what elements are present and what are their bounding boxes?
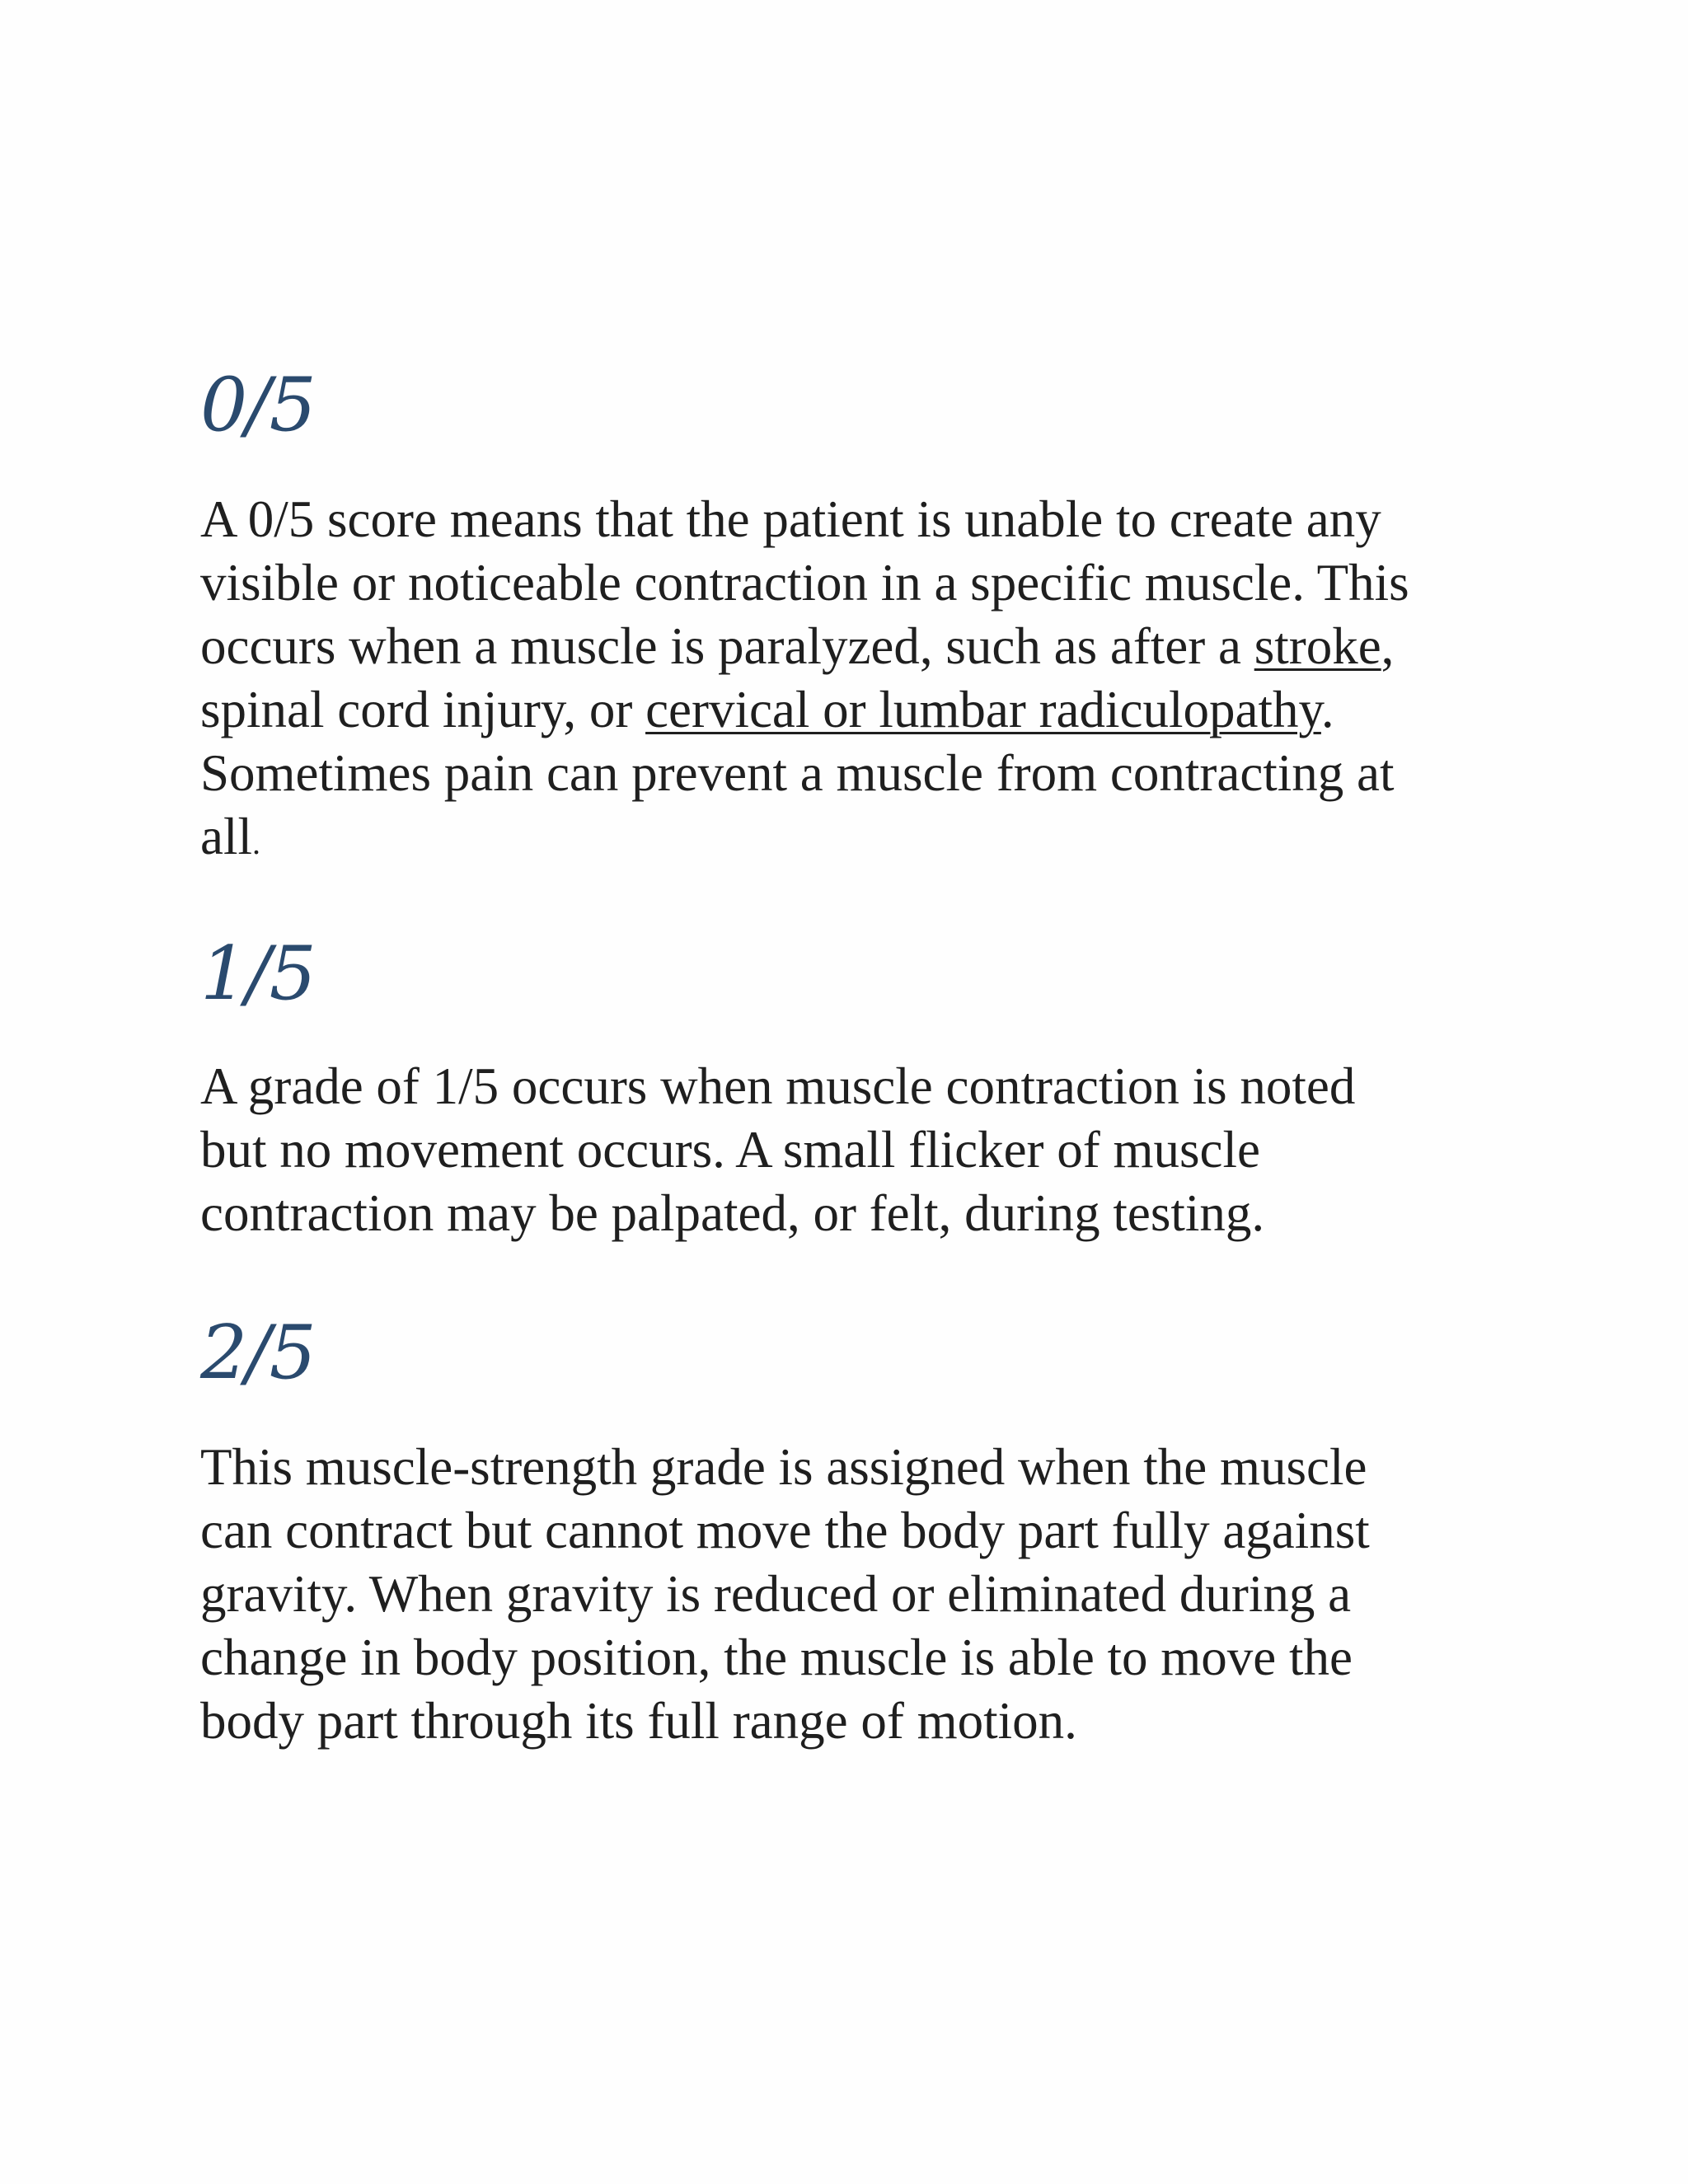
text-line: contraction may be palpated, or felt, during testing. (200, 1184, 1265, 1242)
text-line: change in body position, the muscle is able to move the (200, 1629, 1353, 1686)
text-fragment: . (1320, 681, 1334, 738)
text-line: body part through its full range of motion. (200, 1692, 1077, 1750)
stroke-link[interactable]: stroke (1254, 617, 1381, 675)
text-line: This muscle-strength grade is assigned when the muscle (200, 1438, 1367, 1496)
grade-heading: 2/5 (200, 1310, 315, 1396)
grade-description (200, 1436, 1519, 1753)
text-line: A 0/5 score means that the patient is unable to create any (200, 490, 1381, 548)
radiculopathy-link[interactable]: cervical or lumbar radiculopathy (645, 681, 1321, 738)
text-fragment: all (200, 808, 252, 865)
text-line (200, 805, 1519, 869)
text-line: A grade of 1/5 occurs when muscle contraction is noted (200, 1057, 1356, 1115)
grade-heading: 1/5 (200, 930, 315, 1017)
grade-heading: 0/5 (200, 362, 315, 448)
text-line: but no movement occurs. A small flicker of muscle (200, 1121, 1260, 1179)
text-line: visible or noticeable contraction in a specific muscle. This (200, 554, 1409, 612)
grade-description (200, 1055, 1519, 1245)
text-line (200, 615, 1519, 678)
grade-section-1 (200, 931, 1519, 1245)
text-line: Sometimes pain can prevent a muscle from contracting at (200, 744, 1395, 802)
text-line: gravity. When gravity is reduced or eliminated during a (200, 1565, 1352, 1623)
grade-section-0 (200, 363, 1519, 869)
text-fragment: spinal cord injury, or (200, 681, 646, 738)
text-fragment: . (251, 824, 260, 861)
grade-description (200, 488, 1519, 869)
text-fragment: , (1381, 617, 1395, 675)
grade-section-2 (200, 1310, 1519, 1753)
text-line: can contract but cannot move the body part fully against (200, 1502, 1370, 1559)
text-line (200, 678, 1519, 742)
text-fragment: occurs when a muscle is paralyzed, such as after a (200, 617, 1254, 675)
